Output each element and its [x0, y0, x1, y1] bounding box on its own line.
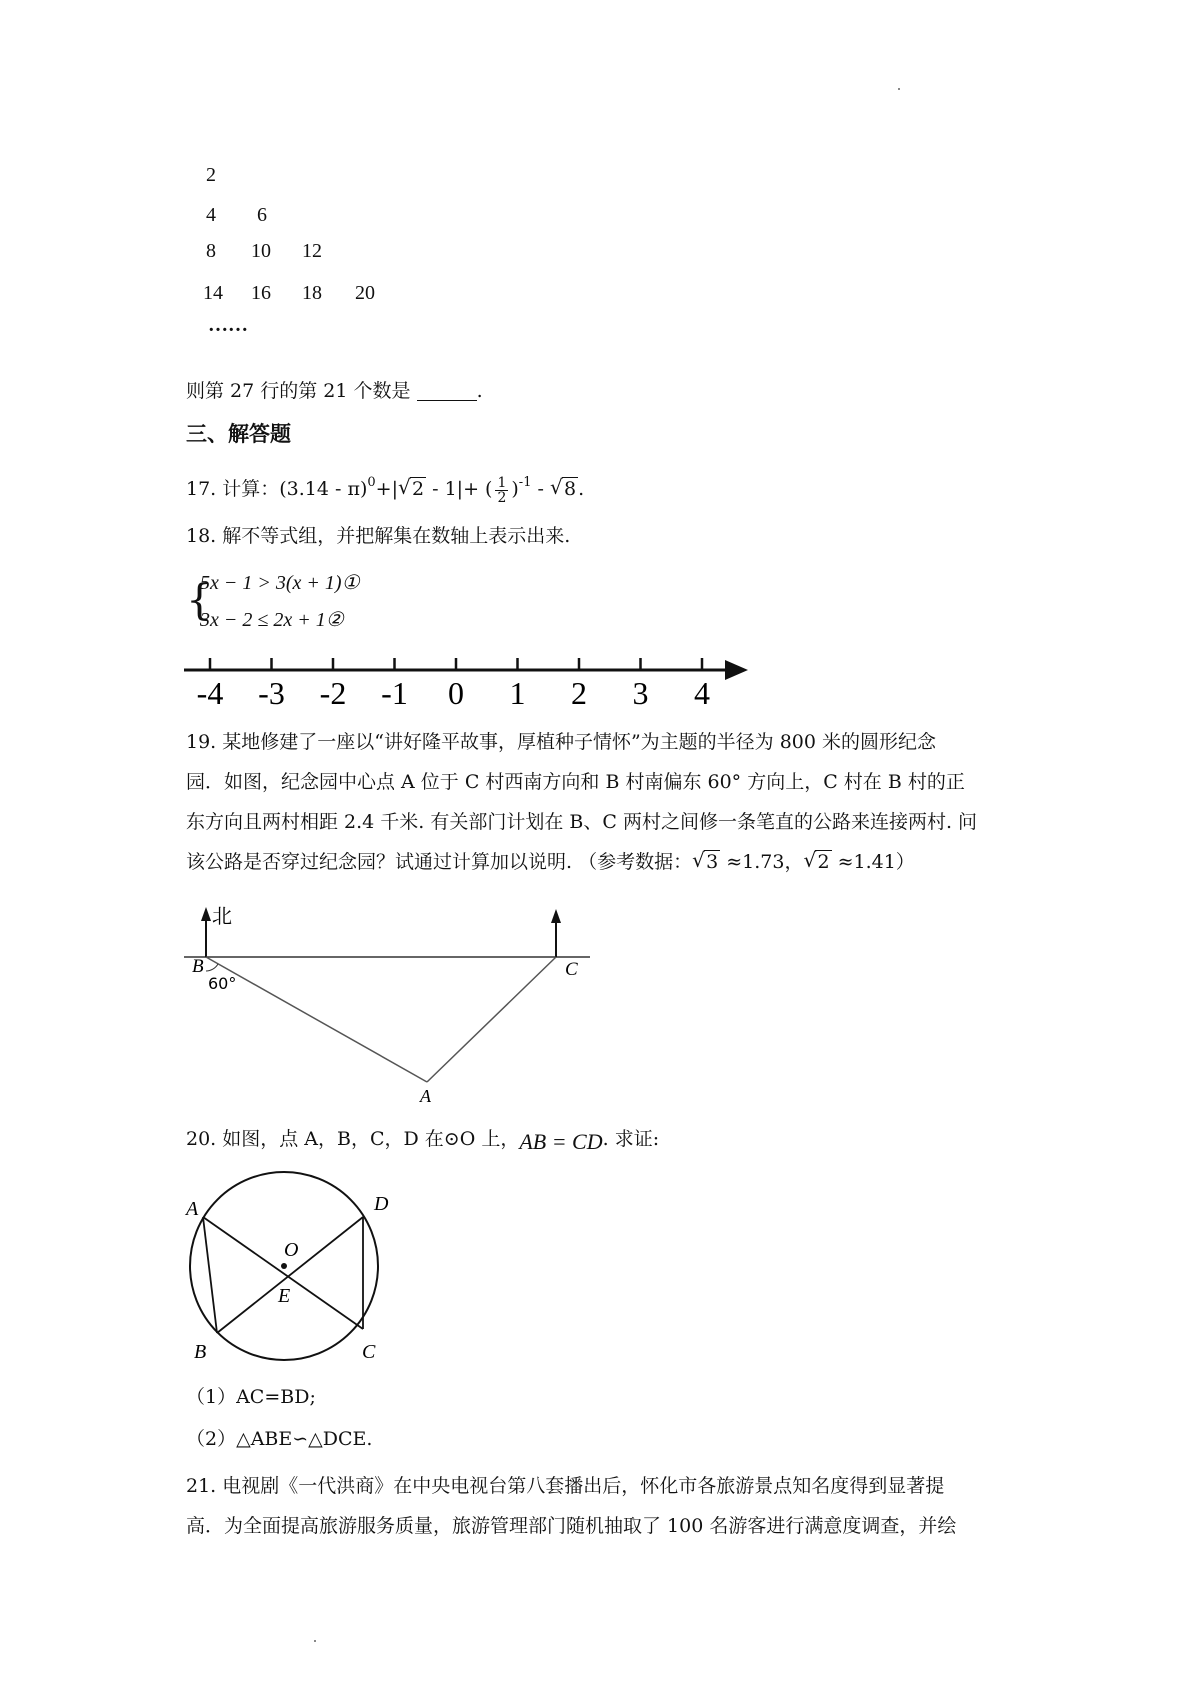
label-A: A [186, 1198, 199, 1220]
center-point [281, 1263, 287, 1269]
q20-text: 20. 如图，点 A，B，C，D 在⊙O 上，AB = CD. 求证: [186, 1128, 660, 1154]
axis-tick-label: -2 [319, 675, 347, 711]
angle-label: 60° [208, 974, 237, 993]
label-C: C [362, 1341, 376, 1363]
north-arrowhead-c [551, 909, 561, 923]
sqrt-3: √ 3 [692, 842, 720, 882]
section-title: 三、解答题 [186, 421, 291, 446]
answer-blank [417, 382, 477, 401]
axis-arrow [725, 660, 748, 680]
pattern-cell: 4 [206, 204, 216, 226]
pattern-cell: 6 [257, 204, 267, 226]
label-B: B [194, 1341, 207, 1363]
q16-tail: 则第 27 行的第 21 个数是 . [186, 380, 483, 402]
pattern-cell: 12 [302, 240, 322, 262]
chord-AC [203, 1217, 363, 1329]
segment-BA [206, 957, 427, 1082]
q17: 17. 计算：(3.14 - π)$^0$+|√ 2 - 1|+ ( $\frac{1}{2}$ )$^{-1}$ - √ 8 . [186, 470, 584, 505]
pattern-cell: 14 [203, 282, 223, 304]
sqrt-8: √ 8 [550, 476, 578, 502]
axis-ticks [197, 658, 710, 711]
segment-AC [427, 957, 556, 1082]
chord-DB [217, 1217, 363, 1333]
q18-text: 18. 解不等式组，并把解集在数轴上表示出来. [186, 525, 571, 547]
q19-text: 19. 某地修建了一座以“讲好隆平故事，厚植种子情怀”为主题的半径为 800 米的圆形纪念 园．如图，纪念园中心点 A 位于 C 村西南方向和 B 村南偏东 60° 方向上，C 村在 B 村的正 东方向且两村相距 2.4 千米. 有关部门计划在 B、C 两村之间修一条笔直的公路来连接两村. 问 该公路是否穿过纪念园？试通过计算加以说明. （参考数据：√ 3 ≈1.73，√ 2 ≈1.41） [186, 722, 1032, 882]
axis-tick-label: 0 [448, 675, 464, 711]
sqrt-2: √ 2 [398, 476, 426, 502]
number-line [180, 650, 760, 712]
label-C: C [565, 959, 578, 980]
axis-tick-label: 4 [694, 675, 710, 711]
label-O: O [284, 1239, 299, 1261]
label-E: E [278, 1285, 291, 1307]
q20-figure [180, 1170, 420, 1366]
inequality-1: 5x − 1 > 3(x + 1)① [200, 572, 360, 594]
axis-tick-label: 1 [509, 675, 526, 711]
pattern-cell: 16 [251, 282, 271, 304]
pattern-cell: 20 [355, 282, 375, 304]
inequality-2: 3x − 2 ≤ 2x + 1② [200, 609, 344, 631]
pattern-cell: 10 [251, 240, 271, 262]
fraction-half: $\frac{1}{2}$ [497, 474, 507, 506]
pattern-cell: 8 [206, 240, 216, 262]
equation: AB = CD [519, 1129, 603, 1154]
pattern-cell: 2 [206, 164, 216, 186]
north-label: 北 [212, 904, 232, 928]
axis-tick-label: -1 [381, 675, 408, 711]
axis-tick-label: -4 [196, 675, 224, 711]
label-A: A [420, 1086, 431, 1105]
axis-tick-label: 3 [632, 675, 649, 711]
label-B: B [192, 956, 204, 977]
angle-arc [206, 964, 218, 971]
axis-tick-label: 2 [571, 675, 587, 711]
north-arrowhead-b [201, 907, 211, 921]
q20-part2: （2）△ABE∽△DCE. [186, 1428, 373, 1450]
q19-figure [180, 895, 600, 1105]
pattern-ellipsis: …… [208, 314, 248, 336]
page-mark-top [898, 88, 900, 90]
q21-text: 21. 电视剧《一代洪商》在中央电视台第八套播出后，怀化市各旅游景点知名度得到显著提 高．为全面提高旅游服务质量，旅游管理部门随机抽取了 100 名游客进行满意度调查，并绘 [186, 1475, 957, 1537]
pattern-cell: 18 [302, 282, 322, 304]
page-mark-bottom [314, 1640, 316, 1642]
sqrt-2b: √ 2 [803, 842, 831, 882]
label-D: D [374, 1193, 389, 1215]
brace: { [186, 575, 213, 624]
axis-tick-label: -3 [258, 675, 285, 711]
q20-part1: （1）AC=BD; [186, 1386, 316, 1408]
